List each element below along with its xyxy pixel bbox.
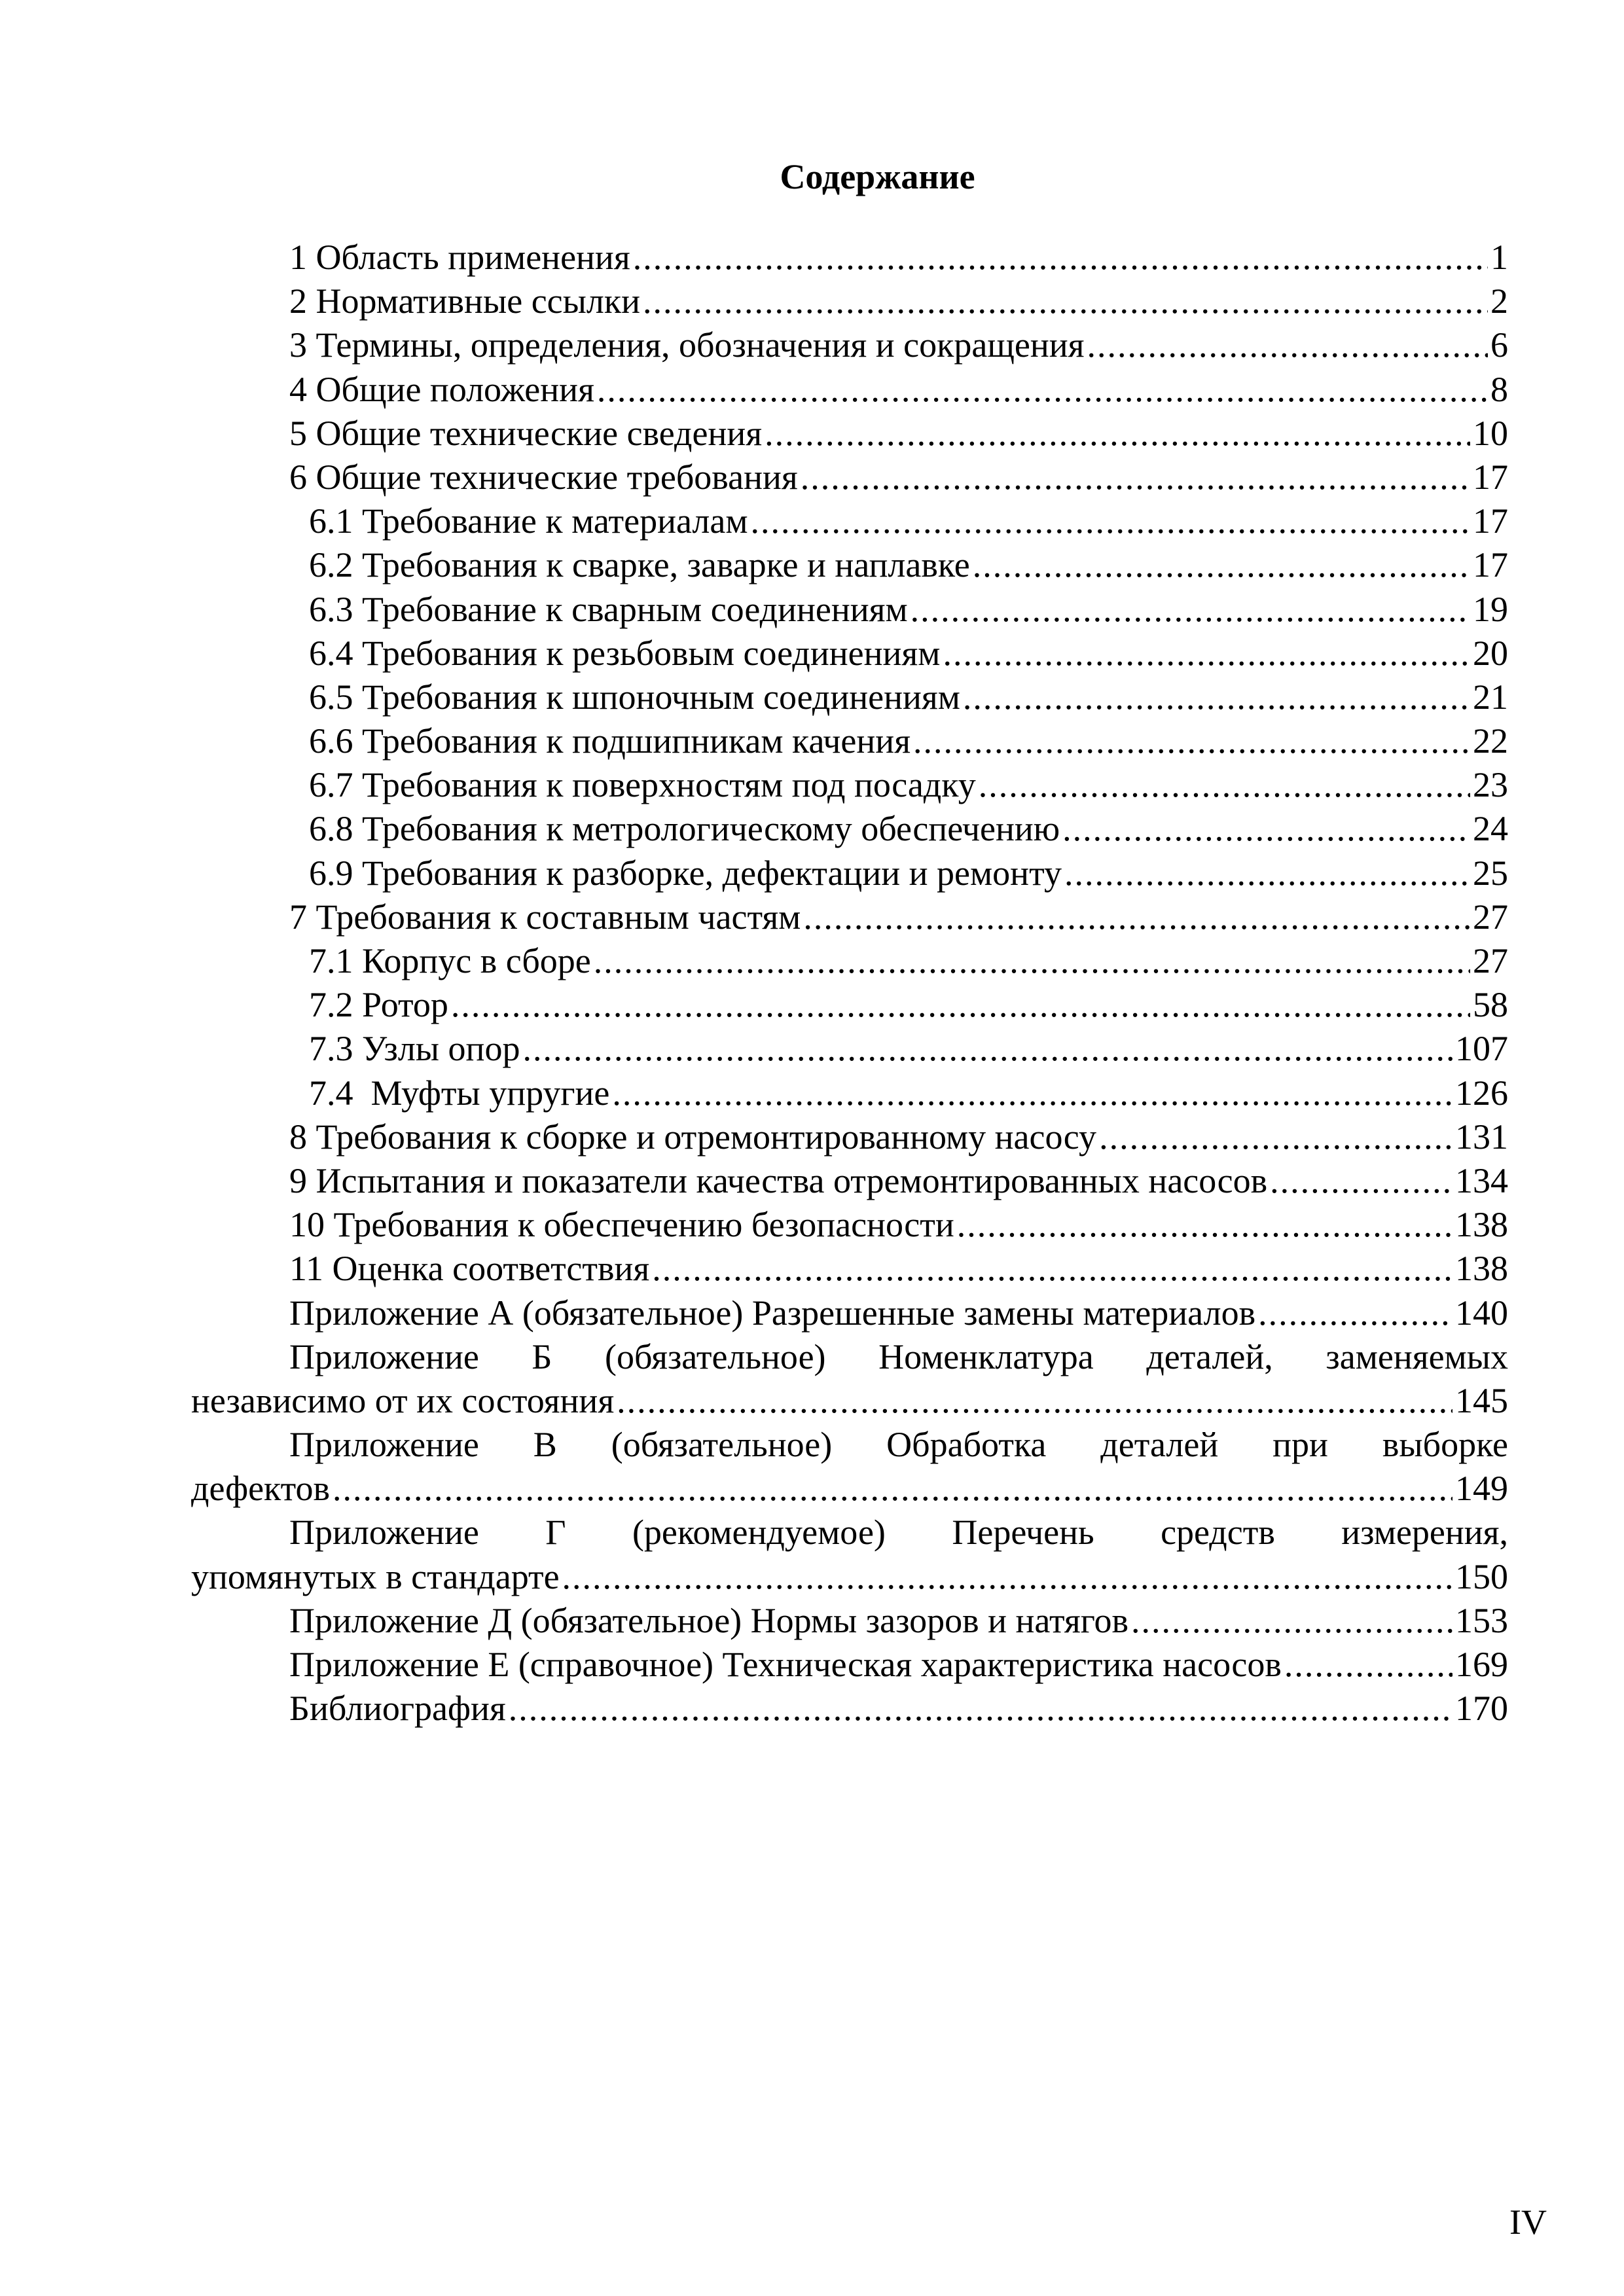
toc-entry-label: 7.3 Узлы опор (309, 1029, 520, 1069)
toc-entry-page: 145 (1455, 1380, 1508, 1420)
toc-entry-page: 10 (1473, 413, 1508, 453)
toc-entry-label: 7.4 Муфты упругие (309, 1073, 610, 1113)
toc-entry-appendix-v[interactable] (191, 1423, 1508, 1511)
toc-entry-label: 7.2 Ротор (309, 985, 448, 1025)
toc-entry-label: 6.4 Требования к резьбовым соединениям (309, 633, 941, 673)
toc-entry-1[interactable] (191, 236, 1508, 279)
toc-entry-page: 22 (1473, 721, 1508, 761)
toc-entry-8[interactable] (191, 1115, 1508, 1159)
toc-entry-appendix-b[interactable] (191, 1335, 1508, 1423)
toc-entry-label: Приложение Д (обязательное) Нормы зазоров и натягов (289, 1600, 1128, 1640)
toc-entry-page: 17 (1473, 457, 1508, 497)
toc-entry-label: 7 Требования к составным частям (289, 897, 801, 937)
dot-leader (617, 1379, 1453, 1423)
dot-leader (1087, 323, 1489, 367)
dot-leader (1064, 852, 1470, 895)
toc-entry-label: 9 Испытания и показатели качества отремонтированных насосов (289, 1160, 1268, 1200)
toc-entry-page: 8 (1490, 369, 1508, 409)
toc-entry-page: 19 (1473, 589, 1508, 629)
toc-entry-page: 150 (1455, 1556, 1508, 1596)
dot-leader (562, 1555, 1453, 1599)
dot-leader (597, 368, 1488, 412)
toc-entry-7-1[interactable] (191, 939, 1508, 983)
toc-entry-6-7[interactable] (191, 763, 1508, 807)
toc-entry-label-line2: независимо от их состояния (191, 1380, 615, 1420)
dot-leader (509, 1687, 1453, 1731)
toc-entry-appendix-a[interactable] (191, 1291, 1508, 1335)
toc-entry-label: 6.3 Требование к сварным соединениям (309, 589, 908, 629)
toc-entry-page: 138 (1455, 1205, 1508, 1245)
toc-entry-6-9[interactable] (191, 852, 1508, 895)
dot-leader (1062, 807, 1470, 851)
toc-entry-page: 25 (1473, 853, 1508, 893)
dot-leader (803, 895, 1470, 939)
dot-leader (963, 675, 1470, 719)
dot-leader (522, 1027, 1453, 1071)
toc-entry-label: Приложение Е (справочное) Техническая характеристика насосов (289, 1645, 1282, 1684)
dot-leader (957, 1203, 1453, 1247)
toc-entry-appendix-d[interactable] (191, 1599, 1508, 1643)
toc-entry-appendix-g[interactable] (191, 1511, 1508, 1598)
toc-entry-label-line1: Приложение Г (рекомендуемое) Перечень средств измерения, (289, 1513, 1508, 1552)
toc-entry-label: 6.1 Требование к материалам (309, 501, 748, 541)
dot-leader (765, 412, 1470, 456)
toc-entry-7-3[interactable] (191, 1027, 1508, 1071)
dot-leader (594, 939, 1470, 983)
toc-entry-label: 8 Требования к сборке и отремонтированному насосу (289, 1117, 1097, 1157)
toc-entry-6-3[interactable] (191, 588, 1508, 632)
toc-entry-label: 11 Оценка соответствия (289, 1249, 650, 1289)
toc-entry-page: 126 (1455, 1073, 1508, 1113)
toc-entry-label: 6.8 Требования к метрологическому обеспечению (309, 809, 1060, 849)
toc-entry-label: Приложение А (обязательное) Разрешенные замены материалов (289, 1293, 1256, 1333)
toc-entry-label: 6.6 Требования к подшипникам качения (309, 721, 911, 761)
toc-entry-page: 153 (1455, 1600, 1508, 1640)
toc-entry-label: 4 Общие положения (289, 369, 594, 409)
toc-entry-appendix-e[interactable] (191, 1643, 1508, 1687)
page-title: Содержание (780, 157, 975, 196)
toc-entry-page: 17 (1473, 545, 1508, 585)
dot-leader (333, 1467, 1453, 1511)
toc-entry-10[interactable] (191, 1203, 1508, 1247)
toc-entry-6-2[interactable] (191, 543, 1508, 587)
toc-entry-page: 21 (1473, 677, 1508, 717)
toc-entry-label: 6.9 Требования к разборке, дефектации и ремонту (309, 853, 1062, 893)
dot-leader (801, 456, 1470, 499)
toc-entry-page: 107 (1455, 1029, 1508, 1069)
toc-entry-page: 17 (1473, 501, 1508, 541)
toc-entry-page: 58 (1473, 985, 1508, 1025)
dot-leader (973, 543, 1470, 587)
toc-entry-page: 2 (1490, 281, 1508, 321)
toc-entry-page: 23 (1473, 765, 1508, 805)
toc-entry-label: 6.7 Требования к поверхностям под посадку (309, 765, 976, 805)
toc-entry-label: 3 Термины, определения, обозначения и сокращения (289, 325, 1085, 365)
toc-entry-page: 131 (1455, 1117, 1508, 1157)
toc-entry-11[interactable] (191, 1247, 1508, 1291)
dot-leader (451, 983, 1470, 1027)
toc-entry-page: 170 (1455, 1689, 1508, 1729)
toc-entry-6-1[interactable] (191, 499, 1508, 543)
toc-entry-page: 27 (1473, 941, 1508, 980)
page-number: IV (1509, 2202, 1547, 2242)
dot-leader (751, 499, 1471, 543)
toc-entry-6-8[interactable] (191, 807, 1508, 851)
toc-entry-7-2[interactable] (191, 983, 1508, 1027)
toc-entry-label-line2: упомянутых в стандарте (191, 1556, 560, 1596)
toc-entry-label: 2 Нормативные ссылки (289, 281, 640, 321)
toc-entry-3[interactable] (191, 323, 1508, 367)
dot-leader (643, 279, 1488, 323)
toc-entry-label: 10 Требования к обеспечению безопасности (289, 1205, 954, 1245)
toc-entry-label-line1: Приложение В (обязательное) Обработка деталей при выборке (289, 1425, 1508, 1465)
toc-entry-6[interactable] (191, 456, 1508, 499)
toc-entry-9[interactable] (191, 1159, 1508, 1203)
toc-entry-page: 1 (1490, 238, 1508, 277)
toc-entry-page: 20 (1473, 633, 1508, 673)
toc-entry-label: 1 Область применения (289, 238, 630, 277)
table-of-contents (191, 236, 1508, 1731)
toc-entry-4[interactable] (191, 368, 1508, 412)
toc-entry-7-4[interactable] (191, 1071, 1508, 1115)
toc-entry-6-6[interactable] (191, 719, 1508, 763)
dot-leader (979, 763, 1470, 807)
toc-entry-5[interactable] (191, 412, 1508, 456)
toc-entry-page: 6 (1490, 325, 1508, 365)
toc-entry-label: Библиография (289, 1689, 506, 1729)
toc-entry-label: 5 Общие технические сведения (289, 413, 763, 453)
toc-entry-page: 149 (1455, 1469, 1508, 1509)
dot-leader (911, 588, 1470, 632)
dot-leader (652, 1247, 1453, 1291)
toc-entry-6-5[interactable] (191, 675, 1508, 719)
toc-entry-label: 7.1 Корпус в сборе (309, 941, 591, 980)
toc-entry-2[interactable] (191, 279, 1508, 323)
toc-entry-page: 169 (1455, 1645, 1508, 1684)
toc-entry-page: 140 (1455, 1293, 1508, 1333)
dot-leader (1131, 1599, 1453, 1643)
toc-entry-page: 24 (1473, 809, 1508, 849)
dot-leader (913, 719, 1470, 763)
toc-entry-bibliography[interactable] (191, 1687, 1508, 1731)
dot-leader (943, 632, 1470, 675)
dot-leader (1258, 1291, 1453, 1335)
toc-entry-7[interactable] (191, 895, 1508, 939)
dot-leader (633, 236, 1488, 279)
dot-leader (1099, 1115, 1453, 1159)
dot-leader (1270, 1159, 1453, 1203)
dot-leader (1284, 1643, 1453, 1687)
toc-entry-page: 27 (1473, 897, 1508, 937)
toc-entry-label-line1: Приложение Б (обязательное) Номенклатура деталей, заменяемых (289, 1336, 1508, 1376)
toc-entry-6-4[interactable] (191, 632, 1508, 675)
dot-leader (612, 1071, 1453, 1115)
toc-entry-page: 134 (1455, 1160, 1508, 1200)
toc-entry-label: 6.5 Требования к шпоночным соединениям (309, 677, 960, 717)
toc-entry-page: 138 (1455, 1249, 1508, 1289)
toc-entry-label: 6.2 Требования к сварке, заварке и наплавке (309, 545, 970, 585)
toc-entry-label: 6 Общие технические требования (289, 457, 798, 497)
toc-entry-label-line2: дефектов (191, 1469, 330, 1509)
